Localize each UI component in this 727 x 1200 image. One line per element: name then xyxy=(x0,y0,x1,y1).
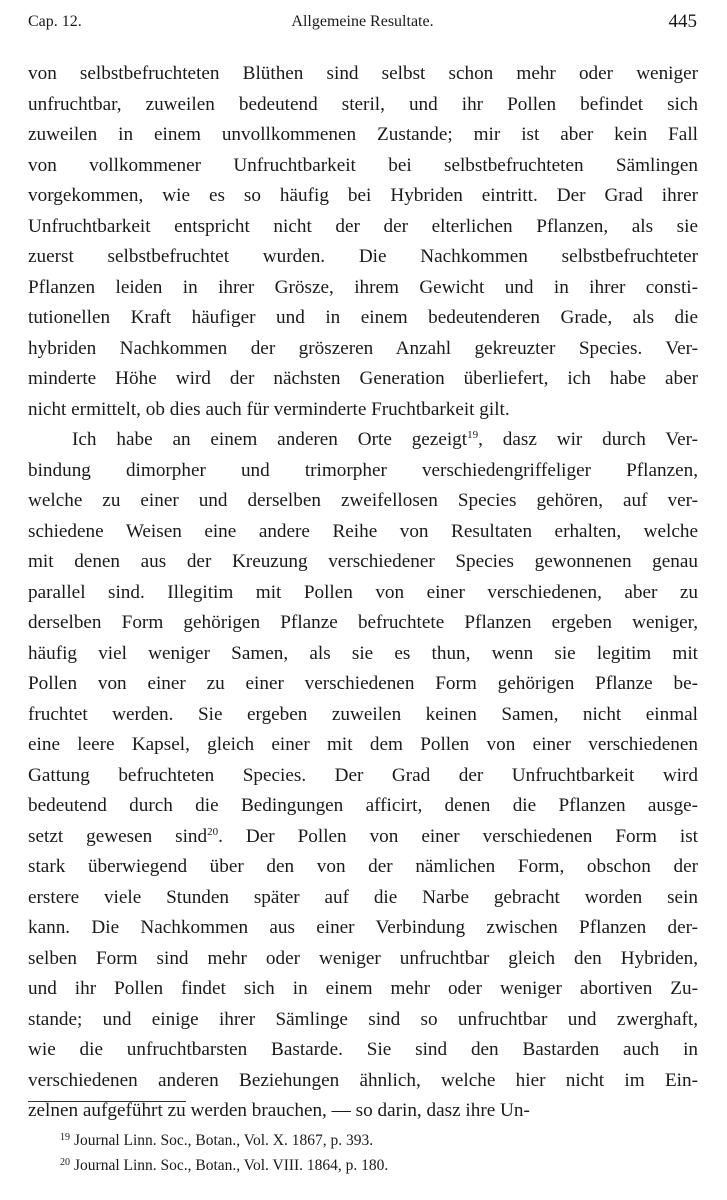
text-line xyxy=(28,1066,698,1097)
text-line xyxy=(28,212,698,243)
text-line xyxy=(28,59,698,90)
text-line xyxy=(28,395,698,426)
line-text: zuerst selbstbefruchtet wurden. Die Nachkommen selbstbefruchteter xyxy=(28,246,698,267)
footnote xyxy=(60,1125,388,1150)
text-line xyxy=(28,1005,698,1036)
line-text: und ihr Pollen findet sich in einem mehr oder weniger abortiven Zu- xyxy=(28,978,698,999)
line-text: eine leere Kapsel, gleich einer mit dem Pollen von einer verschiedenen xyxy=(28,734,698,755)
text-line xyxy=(28,90,698,121)
page-number: 445 xyxy=(668,11,697,32)
text-line xyxy=(28,1035,698,1066)
text-line xyxy=(28,730,698,761)
running-title: Allgemeine Resultate. xyxy=(291,13,434,30)
line-text: unfruchtbar, zuweilen bedeutend steril, und ihr Pollen befindet sich xyxy=(28,93,698,115)
text-line xyxy=(28,791,698,822)
text-line xyxy=(28,456,698,487)
line-text: parallel sind. Illegitim mit Pollen von einer verschiedenen, aber zu xyxy=(28,581,698,603)
text-line xyxy=(28,364,698,395)
text-line xyxy=(28,639,698,670)
text-line xyxy=(28,852,698,883)
body-text xyxy=(28,59,698,1127)
line-text: Unfruchtbarkeit entspricht nicht der der elterlichen Pflanzen, als sie xyxy=(28,215,698,237)
line-text: derselben Form gehörigen Pflanze befruchtete Pflanzen ergeben weniger, xyxy=(28,612,698,633)
line-text: kann. Die Nachkommen aus einer Verbindung zwischen Pflanzen der- xyxy=(28,917,698,938)
line-text: häufig viel weniger Samen, als sie es thun, wenn sie legitim mit xyxy=(28,642,698,664)
line-text: zuweilen in einem unvollkommenen Zustande; mir ist aber kein Fall xyxy=(28,124,698,145)
text-line xyxy=(28,273,698,304)
line-text: fruchtet werden. Sie ergeben zuweilen keinen Samen, nicht einmal xyxy=(28,703,698,725)
text-line xyxy=(28,151,698,182)
text-line xyxy=(28,608,698,639)
line-text: welche zu einer und derselben zweifellosen Species gehören, auf ver- xyxy=(28,490,698,511)
line-text: stande; und einige ihrer Sämlinge sind so unfruchtbar und zwerghaft, xyxy=(28,1008,698,1030)
footnote xyxy=(60,1150,388,1175)
line-text: minderte Höhe wird der nächsten Generation überliefert, ich habe aber xyxy=(28,368,698,389)
line-text: Ich habe an einem anderen Orte gezeigt xyxy=(72,429,468,450)
text-line xyxy=(28,425,698,456)
line-text: hybriden Nachkommen der gröszeren Anzahl gekreuzter Species. Ver- xyxy=(28,337,698,359)
line-text: schiedene Weisen eine andere Reihe von Resultaten erhalten, welche xyxy=(28,520,698,542)
line-text: nicht ermittelt, ob dies auch für verminderte Fruchtbarkeit gilt. xyxy=(28,398,510,420)
footnote-mark: 19 xyxy=(60,1132,70,1143)
text-line xyxy=(28,883,698,914)
text-line xyxy=(28,486,698,517)
line-text: von selbstbefruchteten Blüthen sind selbst schon mehr oder weniger xyxy=(28,63,698,84)
footnote-reference[interactable]: 19 xyxy=(467,429,479,441)
text-line xyxy=(28,334,698,365)
line-text: von vollkommener Unfruchtbarkeit bei selbstbefruchteten Sämlingen xyxy=(28,154,698,176)
text-line xyxy=(28,913,698,944)
line-text: Gattung befruchteten Species. Der Grad der Unfruchtbarkeit wird xyxy=(28,764,698,786)
line-text: stark überwiegend über den von der nämlichen Form, obschon der xyxy=(28,856,698,877)
chapter-label: Cap. 12. xyxy=(28,13,82,30)
text-line xyxy=(28,822,698,853)
footnote-mark: 20 xyxy=(60,1157,70,1168)
footnote-text: Journal Linn. Soc., Botan., Vol. VIII. 1864, p. 180. xyxy=(74,1157,389,1174)
footnote-text: Journal Linn. Soc., Botan., Vol. X. 1867, p. 393. xyxy=(74,1132,374,1149)
text-line xyxy=(28,700,698,731)
footnotes xyxy=(60,1125,388,1175)
footnote-reference[interactable]: 20 xyxy=(207,825,219,838)
line-text: setzt gewesen sind xyxy=(28,825,208,847)
line-text: verschiedenen anderen Beziehungen ähnlich, welche hier nicht im Ein- xyxy=(28,1069,698,1091)
line-text: Pollen von einer zu einer verschiedenen Form gehörigen Pflanze be- xyxy=(28,673,698,694)
text-line xyxy=(28,974,698,1005)
text-line xyxy=(28,547,698,578)
line-text: tutionellen Kraft häufiger und in einem bedeutenderen Grade, als die xyxy=(28,307,698,328)
line-text: erstere viele Stunden später auf die Narbe gebracht worden sein xyxy=(28,886,698,908)
text-line xyxy=(28,669,698,700)
line-text: wie die unfruchtbarsten Bastarde. Sie sind den Bastarden auch in xyxy=(28,1039,698,1060)
line-text: bedeutend durch die Bedingungen afficirt, denen die Pflanzen ausge- xyxy=(28,795,698,816)
line-text-continued: . Der Pollen von einer verschiedenen Form ist xyxy=(218,825,698,847)
line-text: mit denen aus der Kreuzung verschiedener Species gewonnenen genau xyxy=(28,551,698,572)
footnote-rule xyxy=(28,1101,186,1102)
running-header xyxy=(28,10,697,36)
line-text: bindung dimorpher und trimorpher verschiedengriffeliger Pflanzen, xyxy=(28,459,698,481)
text-line xyxy=(28,303,698,334)
line-text: zelnen aufgeführt zu werden brauchen, — so darin, dasz ihre Un- xyxy=(28,1100,530,1121)
text-line xyxy=(28,578,698,609)
text-line xyxy=(28,761,698,792)
line-text: vorgekommen, wie es so häufig bei Hybriden eintritt. Der Grad ihrer xyxy=(28,185,698,206)
text-line xyxy=(28,517,698,548)
line-text-continued: , dasz wir durch Ver- xyxy=(478,429,698,450)
text-line xyxy=(28,120,698,151)
text-line xyxy=(28,242,698,273)
text-line xyxy=(28,944,698,975)
line-text: Pflanzen leiden in ihrer Grösze, ihrem Gewicht und in ihrer consti- xyxy=(28,276,698,298)
text-line xyxy=(28,181,698,212)
line-text: selben Form sind mehr oder weniger unfruchtbar gleich den Hybriden, xyxy=(28,947,698,969)
